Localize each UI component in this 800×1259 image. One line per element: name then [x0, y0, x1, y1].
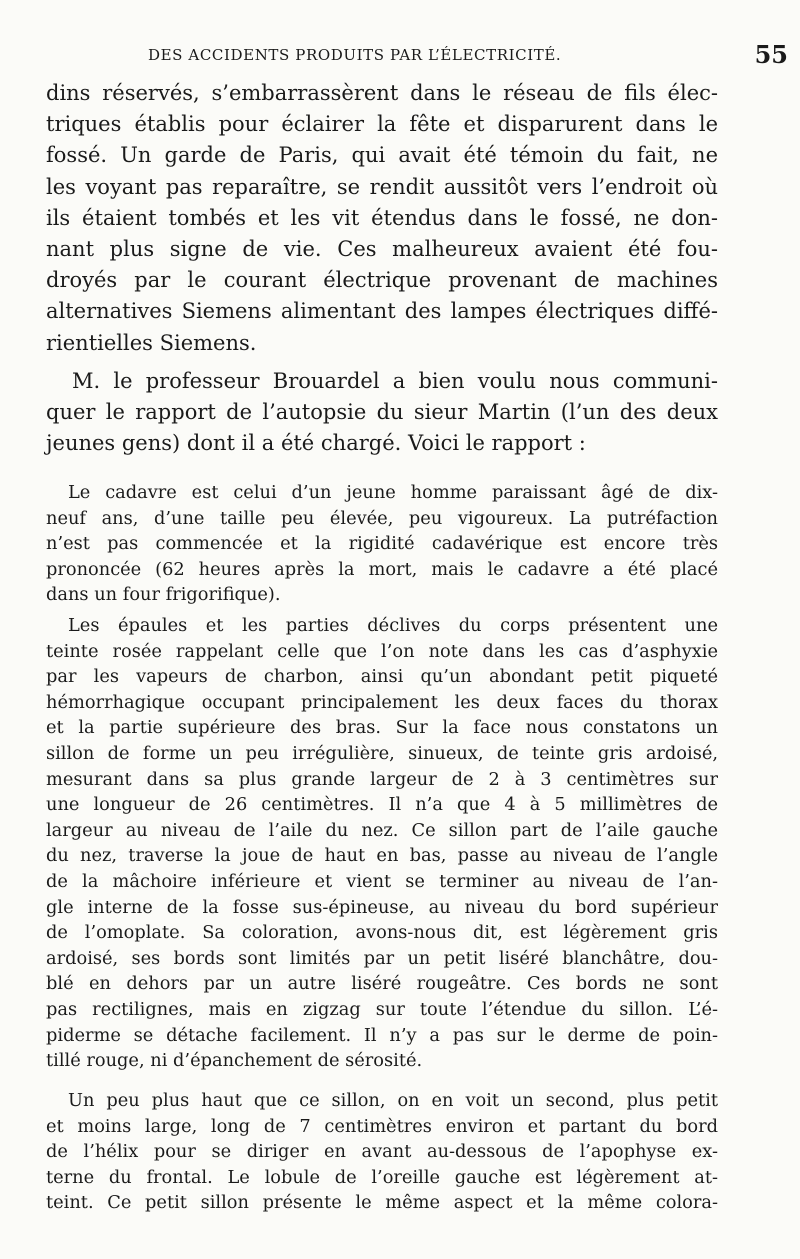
text-line: prononcée (62 heures après la mort, mais le cadavre a été placé [46, 558, 718, 580]
text-line: ils étaient tombés et les vit étendus dans le fossé, ne don- [46, 205, 718, 230]
text-line: de la mâchoire inférieure et vient se terminer au niveau de l’an- [46, 870, 718, 892]
text-line: triques établis pour éclairer la fête et disparurent dans le [46, 112, 718, 137]
page-number: 55 [754, 40, 788, 69]
text-line: et la partie supérieure des bras. Sur la face nous constatons un [46, 717, 718, 739]
text-line: mesurant dans sa plus grande largeur de 2 à 3 centimètres sur [46, 768, 718, 790]
text-line: de l’omoplate. Sa coloration, avons-nous dit, est légèrement gris [46, 922, 718, 944]
text-line: droyés par le courant électrique provenant de machines [46, 268, 718, 293]
text-line: les voyant pas reparaître, se rendit aussitôt vers l’endroit où [46, 174, 718, 199]
paragraph-5 [46, 1088, 718, 1216]
text-line: tillé rouge, ni d’épanchement de sérosité. [46, 1050, 423, 1072]
text-line: jeunes gens) dont il a été chargé. Voici le rapport : [46, 431, 586, 456]
text-line: Le cadavre est celui d’un jeune homme paraissant âgé de dix- [68, 482, 718, 503]
text-line: par les vapeurs de charbon, ainsi qu’un abondant petit piqueté [46, 666, 718, 688]
text-line: et moins large, long de 7 centimètres environ et partant du bord [46, 1115, 718, 1137]
text-line: teinte rosée rappelant celle que l’on note dans les cas d’asphyxie [46, 640, 718, 662]
running-head [46, 40, 788, 70]
paragraph-4-text [46, 613, 718, 1074]
text-line: nant plus signe de vie. Ces malheureux avaient été fou- [46, 237, 718, 262]
paragraph-1 [46, 78, 718, 359]
text-line: piderme se détache facilement. Il n’y a pas sur le derme de poin- [46, 1024, 718, 1046]
text-line: sillon de forme un peu irrégulière, sinueux, de teinte gris ardoisé, [46, 742, 718, 764]
text-line: pas rectilignes, mais en zigzag sur toute l’étendue du sillon. L’é- [46, 998, 718, 1020]
text-line: M. le professeur Brouardel a bien voulu nous communi- [72, 369, 718, 393]
text-line: terne du frontal. Le lobule de l’oreille gauche est légèrement at- [46, 1166, 718, 1188]
paragraph-3 [46, 480, 718, 608]
text-line: du nez, traverse la joue de haut en bas, passe au niveau de l’angle [46, 845, 718, 867]
text-line: dins réservés, s’embarrassèrent dans le réseau de fils élec- [46, 81, 718, 105]
running-title: DES ACCIDENTS PRODUITS PAR L’ÉLECTRICITÉ. [148, 46, 562, 64]
text-line: dans un four frigorifique). [46, 584, 281, 606]
text-line: n’est pas commencée et la rigidité cadavérique est encore très [46, 533, 718, 555]
text-line: rientielles Siemens. [46, 330, 257, 355]
paragraph-3-text [46, 480, 718, 608]
text-line: neuf ans, d’une taille peu élevée, peu vigoureux. La putréfaction [46, 507, 718, 529]
paragraph-4 [46, 613, 718, 1074]
text-line: Les épaules et les parties déclives du corps présentent une [68, 615, 718, 636]
text-line: fossé. Un garde de Paris, qui avait été témoin du fait, ne [46, 143, 718, 168]
text-line: hémorrhagique occupant principalement les deux faces du thorax [46, 691, 718, 713]
text-line: quer le rapport de l’autopsie du sieur Martin (l’un des deux [46, 400, 718, 425]
text-line: blé en dehors par un autre liséré rougeâtre. Ces bords ne sont [46, 973, 718, 995]
text-line: alternatives Siemens alimentant des lampes électriques diffé- [46, 299, 718, 324]
text-line: ardoisé, ses bords sont limités par un petit liséré blanchâtre, dou- [46, 947, 718, 969]
text-line: gle interne de la fosse sus-épineuse, au niveau du bord supérieur [46, 896, 718, 918]
paragraph-2 [46, 366, 718, 460]
text-line: de l’hélix pour se diriger en avant au-dessous de l’apophyse ex- [46, 1141, 718, 1163]
text-line: largeur au niveau de l’aile du nez. Ce sillon part de l’aile gauche [46, 819, 718, 841]
text-line: une longueur de 26 centimètres. Il n’a que 4 à 5 millimètres de [46, 794, 718, 816]
text-line: Un peu plus haut que ce sillon, on en voit un second, plus petit [68, 1090, 718, 1111]
paragraph-5-text [46, 1088, 718, 1216]
paragraph-1-text [46, 78, 718, 359]
text-line: teint. Ce petit sillon présente le même aspect et la même colora- [46, 1192, 718, 1214]
paragraph-2-text [46, 366, 718, 460]
